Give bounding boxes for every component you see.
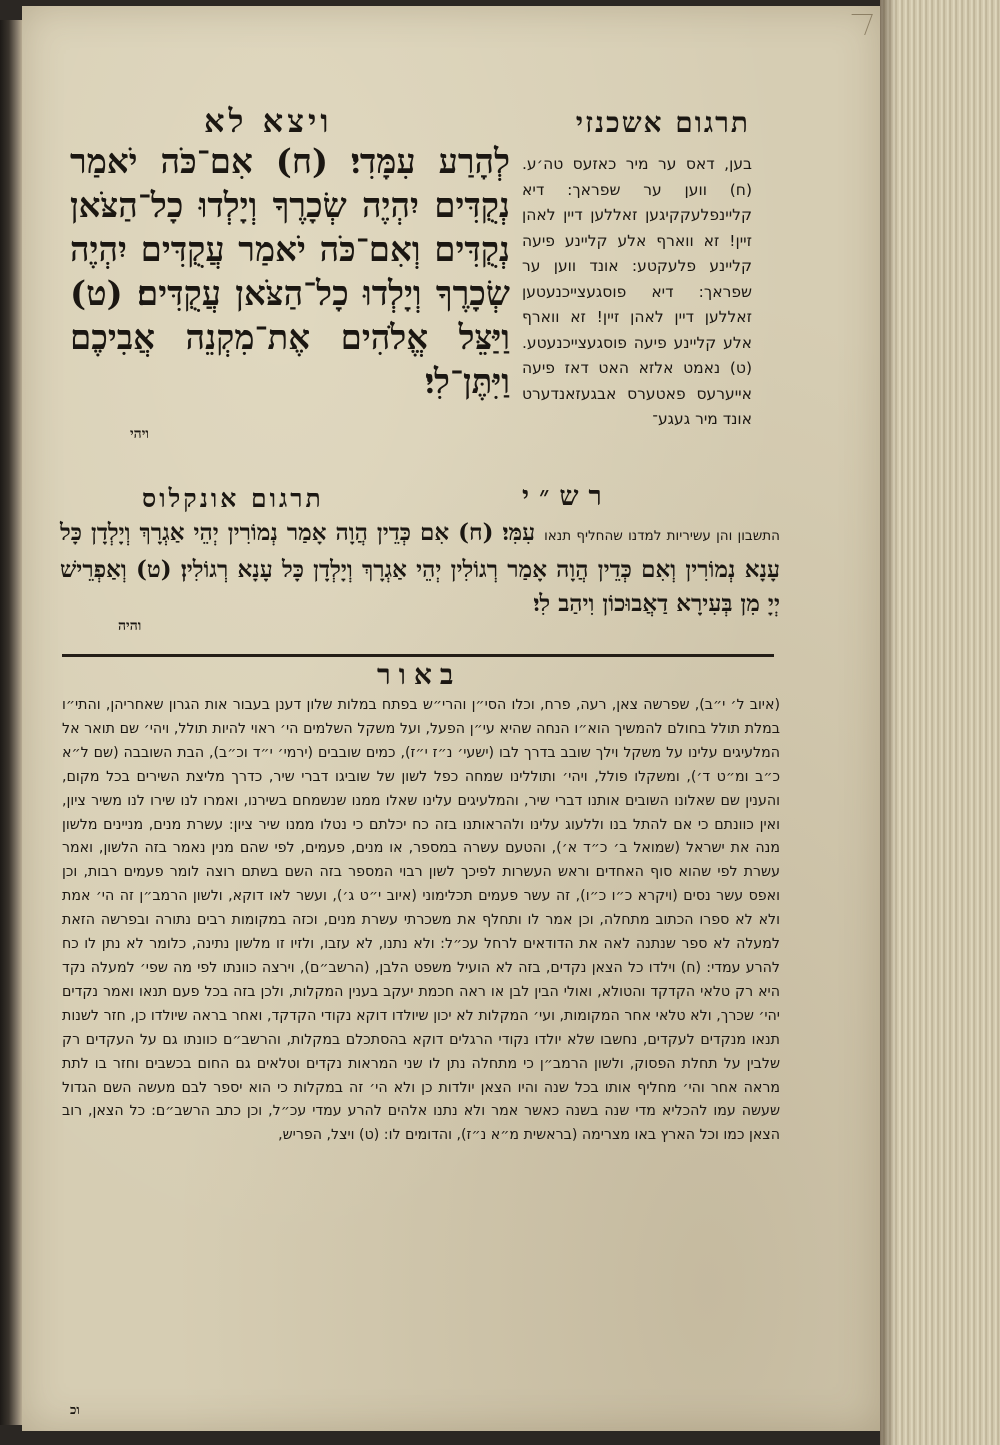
onkelos-block <box>60 516 780 621</box>
book-page <box>22 6 880 1431</box>
section-divider <box>62 654 774 657</box>
binding-edge <box>0 20 22 1425</box>
targum-ashkenazi-header: תרגום אשכנזי <box>575 106 750 139</box>
yiddish-translation: בען, דאס ער מיר כאזעס טה׳ע. (ח) ווען ער שפראך: דיא קליינפלעקקיגען זאללען דיין לאהן זיין! זא ווארף אלע קליינע פיעה קליינע פלעקטע: אונד ווען ער שפראך: דיא פוסגעצייכנעטען זאללען דיין לאהן זיין! זא ווארף אלע קליינע פיעה פוסגעצייכנעטע. (ט) נאמט אלזא האט דאז פיעה אייערעס פאטערס אבגעזאנדערט אונד מיר געגע־ <box>522 155 752 428</box>
biur-catchword: וכ <box>70 1403 80 1418</box>
biur-commentary <box>62 694 780 1148</box>
onkelos-text: עִמִּי׃ (ח) אִם כְּדֵין הֲוָה אָמַר נְמוֹרִין יְהֵי אַגְרָךְ וְיָלְדָן כָּל עָנָא נְמוֹרִין וְאִם כְּדֵין הֲוָה אָמַר רְגוֹלִין יְהֵי אַגְרָךְ וְיָלְדָן כָּל עָנָא רְגוֹלִין׃ (ט) וְאַפְרֵישׁ יְיָ מִן בְּעִירָא דַאֲבוּכוֹן וִיהַב לִי׃ <box>60 519 780 617</box>
biur-text: (איוב ל׳ י״ב), שפרשה צאן, רעה, פרח, וכלו הסי״ן והרי״ש בפתח במלות שלון דענן בעבור אות הגרון שאחריהן, והתי״ו במלת תולל בחולם להמשיך הוא״ו הנחה שהיא עי״ן הפעל, ועל משקל השלמים הי׳ ראוי להיות תולל, ויהי׳ שם תואר אל המלעיגים עלינו על משקל וילך שובב בדרך לבו (ישעי׳ נ״ז י״ז), כמים שובבים (ירמי׳ י״ד וכ״ב), הבת השובבה (שם ל״א כ״ב ומ״ט ד׳), ומשקלו פולל, ויהי׳ ותוללינו שמחה כפל לשון של שוביגו דברי שיר, כדרך מליצת השירים בכל מקום, והענין שם שאלונו השובים אותנו דברי שיר, והמלעיגים עלינו שאלו ממנו שנשמחם בשירנו, ואמרו לנו שירו לנו משיר ציון, ואין כוונתם כי אם להתל בנו וללעוג עלינו ולהראותנו בזה כח יכלתם כי נטלו ממנו שיר ציון: עשרת מנים, מניינים מלשון מנה את ישראל (שמואל ב׳ כ״ד א׳), והטעם עשרה במספר, או מנים, פעמים, לפי שהם מנין נאמר בזה הלשון, ואמר עשרת לפי שהוא סוף האחדים וראש העשרות לפיכך לשון רבוי המספר בזה השם בשתם רוצה לומר פעמים רבות, וכן ואפס עשר נסים (ויקרא כ״ו כ״ו), זה עשר פעמים תכלימוני (איוב י״ט ג׳), ועשר לאו דוקא, ולשון הרמב״ן זה הי׳ אמת ולא לא ספרו הכתוב מתחלה, וכן אמר לו ותחלף את משכרתי עשרת מנים, וכזה במקומות רבים נתורה ובפרשה הזאת למעלה לא ספר שנתנה לאה את הדודאים לרחל עכ״ל: ולא נתנו, לא עזבו, ולזיו זו מלשון נתינה, כלומר לא נתן לו כח להרע עמדי: (ח) וילדו כל הצאן נקדים, בזה לא הועיל משפט הלבן, (הרשב״ם), וירצה כוונתו לפי מה שפי׳ למעלה נקד היא רק טלאי הקדקד והטולא, ואולי הבין לבן או ראה חכמת יעקב בענין המקלות, ולכן בזה בכל פעם תנאו ואמר נקדים יהי׳ שכרך, ולא טלאי אחר המקומות, ועי׳ המקלות לא יכון שיולדו דוקא נקודי הקדקד, ואחר בראה שיולדו כן, חזר לשנות תנאו מנקדים לעקדים, נחשבו שלא יולדו נקודי הרגלים דוקא בהסתכלם במקלות, והרשב״ם כוונתו גם על העקדים רק שלבין על תחלת הפסוק, ולשון הרמב״ן כי מתחלה נתן לו שני המראות נקדים וטלאים גם החום בכשבים וחזר בו לתת מראה אחר והי׳ מחליף אותו בכל שנה והיו הצאן יולדות כן ולא הי׳ זה במקלות כי הוא יספר לבם מעשה השם הגדול שעשה עמו להכליא מדי שנה בשנה כאשר אמר ולא נתנו אלהים להרע עמדי עכ״ל, וכן כתב הרשב״ם: כל הצאן, רוב הצאן כמו וכל הארץ באו מצרימה (בראשית מ״א נ״ז), והדומים לו: (ט) ויצל, הפריש, <box>62 697 780 1144</box>
onkelos-catchword: והיה <box>118 618 142 634</box>
page-gutter-shadow <box>880 0 896 1445</box>
parasha-and-page-header: ויצא לא <box>204 102 333 140</box>
rashi-commentary: התשבון והן עשיריות למדנו שהחליף תנאו <box>544 528 780 544</box>
scripture-text: לְהָרַע עִמָּדִי׃ (ח) אִם־כֹּה יֹאמַר נְקֻדִּים יִהְיֶה שְׂכָרֶךָ וְיָלְדוּ כָל־הַצֹּאן נְקֻדִּים וְאִם־כֹּה יֹאמַר עֲקֻדִּים יִהְיֶה שְׂכָרֶךָ וְיָלְדוּ כָל־הַצֹּאן עֲקֻדִּים׃ (ט) וַיַּצֵּל אֱלֹהִים אֶת־מִקְנֵה אֲבִיכֶם וַיִּתֶּן־לִי׃ <box>70 142 510 402</box>
page-corner-fold <box>844 14 873 35</box>
rashi-title: רש״י <box>522 481 612 512</box>
onkelos-title: תרגום אונקלוס <box>142 484 324 513</box>
scripture-catchword: ויהי <box>130 426 149 442</box>
page-stack-edge <box>880 0 1000 1445</box>
biur-title: באור <box>377 658 462 691</box>
